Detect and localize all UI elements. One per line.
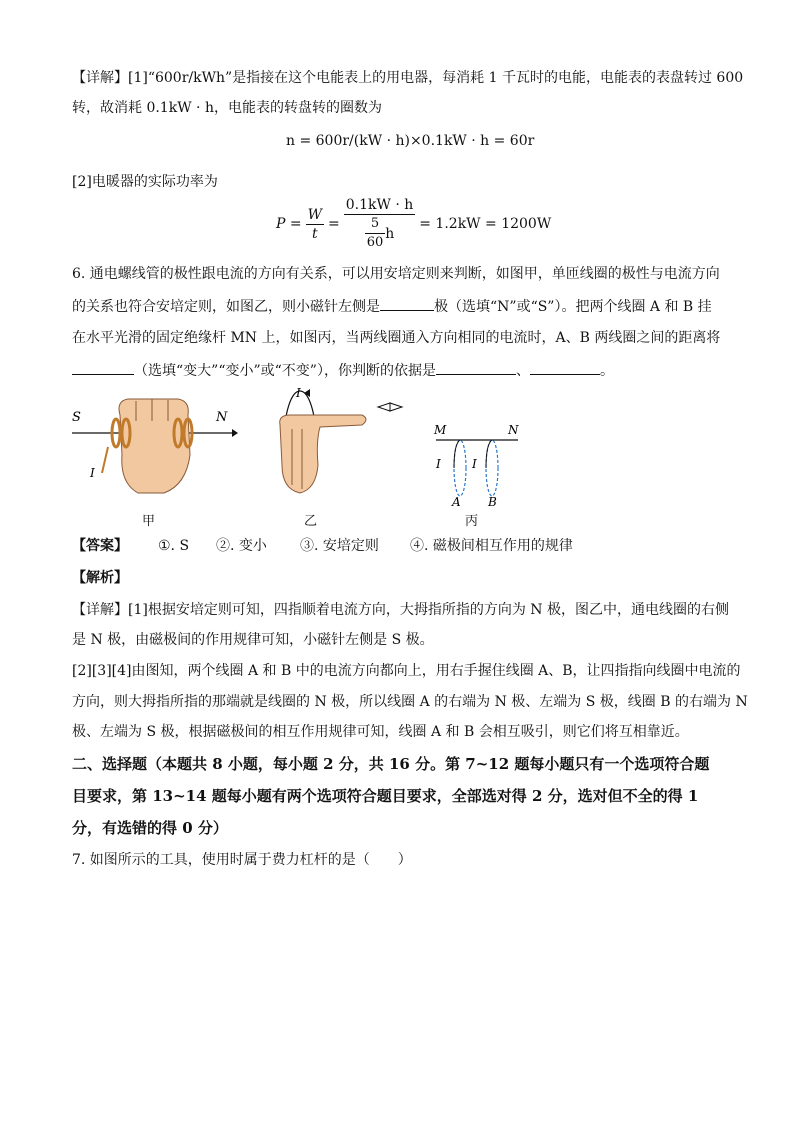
frac-t: t xyxy=(311,225,318,242)
answer-heading: 【答案】 xyxy=(72,538,128,554)
analysis-p2-line1: [2][3][4]由图知，两个线圈 A 和 B 中的电流方向都向上，用右手握住线圈 A、B，让四指指向线圈中电流的 xyxy=(72,663,741,679)
answer-item-2: ②. 变小 xyxy=(216,538,267,554)
coil-lead xyxy=(102,447,108,473)
hand-shape-yi xyxy=(280,415,366,493)
q6-line-4c: 。 xyxy=(599,363,614,379)
eq-result: = 1.2kW = 1200W xyxy=(419,216,552,232)
q6-line-4 xyxy=(72,360,614,381)
figure-yi-coil xyxy=(270,385,415,505)
q6-line-2b: 极（选填“N”或“S”）。把两个线圈 A 和 B 挂 xyxy=(434,299,712,315)
analysis-p2-line3: 极、左端为 S 极，根据磁极间的相互作用规律可知，线圈 A 和 B 会相互吸引，则它们将互相靠近。 xyxy=(72,724,689,740)
answer-item-4: ④. 磁极间相互作用的规律 xyxy=(410,538,573,554)
section2-line2: 目要求，第 13~14 题每小题有两个选项符合题目要求，全部选对得 2 分，选对但不全的得 1 xyxy=(72,787,699,805)
caption-yi: 乙 xyxy=(304,514,318,529)
eq-equals: = xyxy=(328,216,340,232)
analysis-heading: 【解析】 xyxy=(72,570,128,586)
label-i-yi: I xyxy=(296,386,301,400)
frac-time xyxy=(344,215,416,252)
caption-jia: 甲 xyxy=(142,514,156,529)
detail-line-3: [2]电暖器的实际功率为 xyxy=(72,174,218,190)
caption-bing: 丙 xyxy=(465,514,479,529)
label-i-a: I xyxy=(436,457,441,471)
equation-power xyxy=(276,196,551,252)
label-s: S xyxy=(72,410,81,425)
equation-turns: n = 600r/(kW · h)×0.1kW · h = 60r xyxy=(286,133,535,149)
analysis-p1-line2: 是 N 极，由磁极间的作用规律可知，小磁针左侧是 S 极。 xyxy=(72,632,434,648)
label-m: M xyxy=(434,423,447,437)
compass-right-half xyxy=(390,403,402,411)
q6-line-4b: 、 xyxy=(515,363,530,379)
fraction-w-t xyxy=(306,206,324,243)
section2-line1: 二、选择题（本题共 8 小题，每小题 2 分，共 16 分。第 7~12 题每小题只有一个选项符合题 xyxy=(72,755,710,773)
arrow-head-icon xyxy=(232,429,238,437)
frac-energy: 0.1kW · h xyxy=(345,197,414,213)
label-b: B xyxy=(488,495,497,509)
detail-line-2: 转，故消耗 0.1kW · h，电能表的转盘转的圈数为 xyxy=(72,100,382,116)
q6-line-3: 在水平光滑的固定绝缘杆 MN 上，如图丙，当两线圈通入方向相同的电流时，A、B 两线圈之间的距离将 xyxy=(72,330,721,346)
label-i-b: I xyxy=(472,457,477,471)
label-i-jia: I xyxy=(90,466,95,480)
figure-bing-two-coils xyxy=(428,420,528,510)
frac-unit-h: h xyxy=(385,225,395,242)
label-n-bing: N xyxy=(508,423,519,437)
detail-line-1: 【详解】[1]“600r/kWh”是指接在这个电能表上的用电器，每消耗 1 千瓦时的电能，电能表的表盘转过 600 xyxy=(72,70,744,86)
fraction-5-60 xyxy=(365,215,386,252)
q6-line-2a: 的关系也符合安培定则，如图乙，则小磁针左侧是 xyxy=(72,299,380,315)
answer-item-1: ①. S xyxy=(158,538,190,554)
answer-item-3: ③. 安培定则 xyxy=(300,538,379,554)
q6-line-1: 6. 通电螺线管的极性跟电流的方向有关系，可以用安培定则来判断，如图甲，单匝线圈的极性与电流方向 xyxy=(72,266,720,282)
fraction-energy-time xyxy=(344,196,416,252)
blank-3 xyxy=(436,360,516,375)
section2-line3: 分，有选错的得 0 分） xyxy=(72,819,228,837)
figure-jia-solenoid xyxy=(68,395,238,500)
analysis-p2-line2: 方向，则大拇指所指的那端就是线圈的 N 极，所以线圈 A 的右端为 N 极、左端为 S 极，线圈 B 的右端为 N xyxy=(72,694,748,710)
q7-line-1: 7. 如图所示的工具，使用时属于费力杠杆的是（ ） xyxy=(72,852,412,868)
blank-2 xyxy=(72,360,134,375)
coil-a-front xyxy=(454,440,460,468)
coil-b-front xyxy=(486,440,492,468)
q6-line-4a: （选填“变大”“变小”或“不变”），你判断的依据是 xyxy=(134,363,436,379)
compass-left-half xyxy=(378,403,390,411)
eq-p: P = xyxy=(276,216,302,232)
analysis-p1-line1: 【详解】[1]根据安培定则可知，四指顺着电流方向，大拇指所指的方向为 N 极，图乙中，通电线圈的右侧 xyxy=(72,602,729,618)
label-n: N xyxy=(216,410,228,425)
blank-4 xyxy=(530,360,600,375)
blank-1 xyxy=(380,296,434,311)
label-a: A xyxy=(452,495,461,509)
frac-60: 60 xyxy=(366,235,384,250)
frac-5: 5 xyxy=(365,215,386,234)
q6-line-2 xyxy=(72,296,712,317)
frac-w: W xyxy=(307,206,322,223)
